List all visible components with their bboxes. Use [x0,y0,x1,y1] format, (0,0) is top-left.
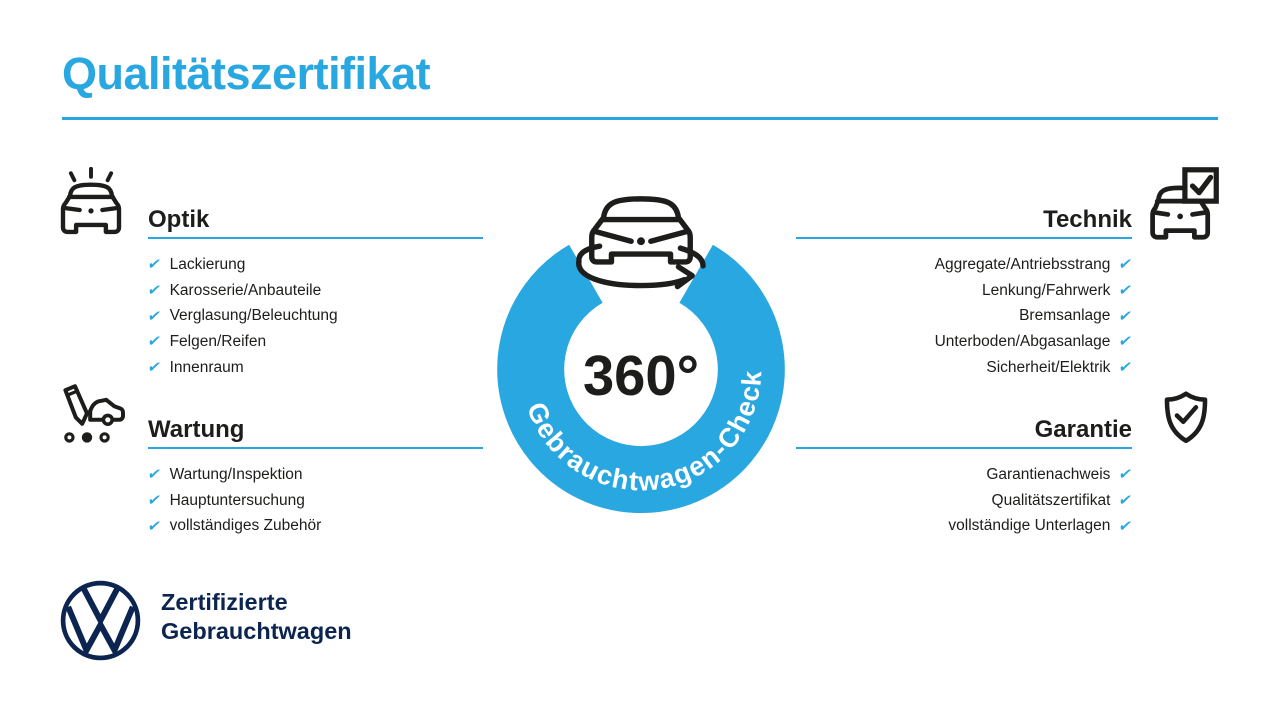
checklist-wartung [148,462,483,539]
check-item-label: vollständige Unterlagen [948,517,1111,535]
check-icon: ✔ [146,465,163,484]
check-row [796,513,1135,539]
section-wartung [148,406,483,539]
check-item-label: Aggregate/Antriebsstrang [934,255,1111,273]
section-divider [148,447,483,449]
car-checkbox-icon [1145,166,1221,242]
check-icon: ✔ [1117,332,1135,351]
check-row [796,462,1135,488]
title-divider [62,117,1218,120]
check-item-label: Innenraum [169,358,244,376]
section-title-optik: Optik [148,206,210,233]
ring-label: Gebrauchtwagen-Check [520,368,768,497]
check-icon: ✔ [146,281,163,300]
check-row [148,355,483,381]
check-icon: ✔ [146,255,163,274]
check-item-label: Lenkung/Fahrwerk [982,281,1111,299]
check-icon: ✔ [146,358,163,377]
check-row [148,513,483,539]
check-item-label: Qualitätszertifikat [991,491,1111,509]
check-row [148,462,483,488]
checklist-garantie [796,462,1135,539]
section-garantie [796,406,1135,539]
degree-label: 360° [582,343,700,407]
check-icon: ✔ [146,332,163,351]
shield-check-icon [1157,390,1215,450]
check-icon: ✔ [1117,306,1135,325]
pencil-car-icon [55,383,127,447]
section-divider [796,237,1132,239]
checklist-technik [796,252,1135,380]
check-icon: ✔ [146,491,163,510]
checklist-optik [148,252,483,380]
check-row [796,252,1135,278]
section-divider [148,237,483,239]
vw-logo [58,578,143,663]
check-item-label: Verglasung/Beleuchtung [169,307,338,325]
check-row [148,252,483,278]
page-title: Qualitätszertifikat [62,48,431,99]
check-row [796,329,1135,355]
check-item-label: Karosserie/Anbauteile [169,281,322,299]
section-divider [796,447,1132,449]
check-icon: ✔ [146,516,163,535]
check-icon: ✔ [146,306,163,325]
section-technik [796,196,1135,380]
section-optik [148,196,483,380]
car-360-rotation-icon [579,199,703,287]
check-icon: ✔ [1117,281,1135,300]
check-item-label: Unterboden/Abgasanlage [934,332,1111,350]
check-row [796,303,1135,329]
section-title-garantie: Garantie [1034,416,1132,443]
check-item-label: Lackierung [169,255,246,273]
brand-claim [161,578,352,646]
brand-footer [58,578,352,663]
check-row [796,355,1135,381]
check-icon: ✔ [1117,358,1135,377]
brand-claim-line1: Zertifizierte [161,589,288,615]
badge-360-check [493,192,789,517]
brand-claim-line2: Gebrauchtwagen [161,618,352,644]
check-icon: ✔ [1117,516,1135,535]
check-row [796,488,1135,514]
check-item-label: Wartung/Inspektion [169,465,303,483]
check-item-label: Hauptuntersuchung [169,491,305,509]
check-item-label: Garantienachweis [986,465,1111,483]
check-icon: ✔ [1117,491,1135,510]
check-row [796,278,1135,304]
check-item-label: Felgen/Reifen [169,332,267,350]
check-row [148,329,483,355]
section-title-wartung: Wartung [148,416,245,443]
check-row [148,488,483,514]
check-row [148,278,483,304]
check-icon: ✔ [1117,465,1135,484]
check-item-label: Sicherheit/Elektrik [986,358,1111,376]
car-front-shine-icon [56,166,126,240]
section-title-technik: Technik [1043,206,1132,233]
check-item-label: vollständiges Zubehör [169,517,322,535]
check-row [148,303,483,329]
check-icon: ✔ [1117,255,1135,274]
check-item-label: Bremsanlage [1019,307,1111,325]
